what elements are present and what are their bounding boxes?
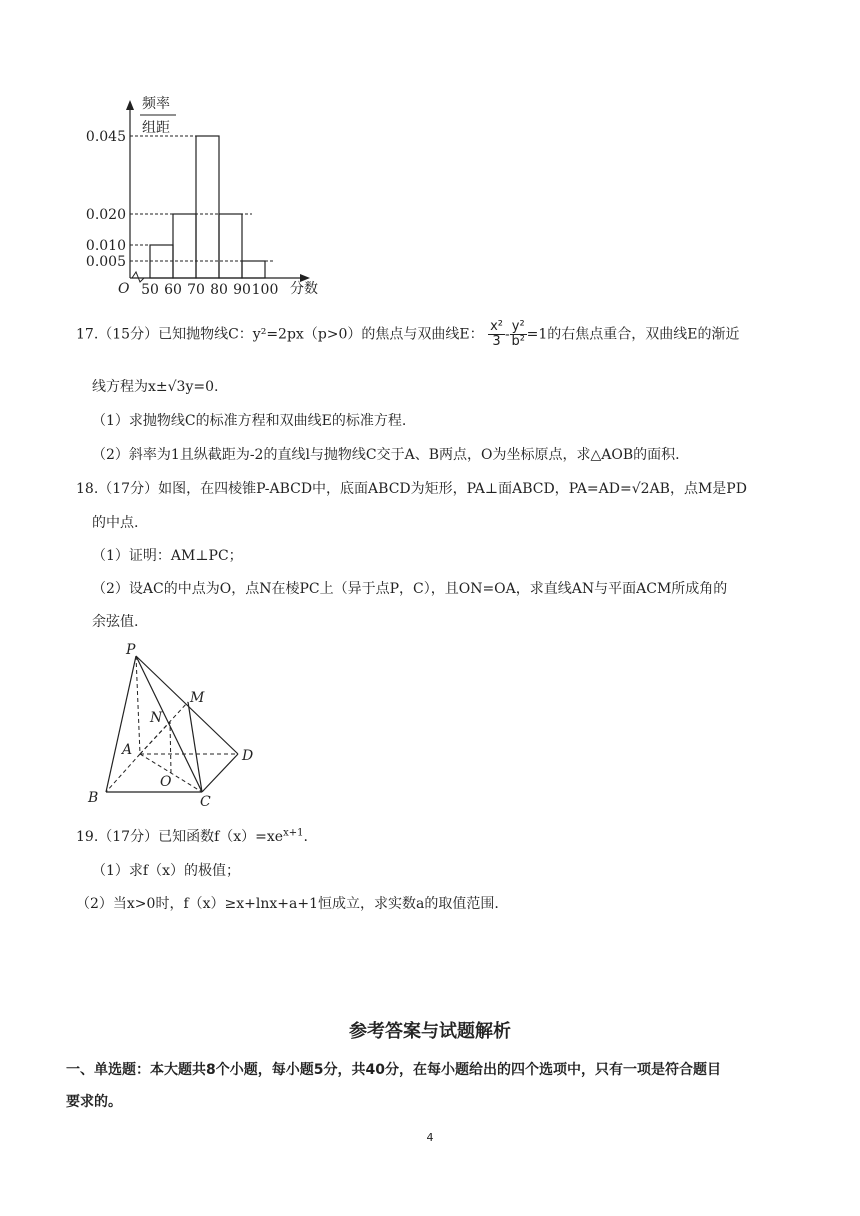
edge-an: [140, 722, 170, 754]
q17-line2-a: 线方程为x±: [92, 379, 168, 395]
edge-cd: [202, 754, 238, 792]
q18-line1-b: ，点M是PD: [669, 481, 747, 497]
edge-pb: [106, 656, 136, 792]
answers-section1-a: 一、单选题：本大题共8个小题，每小题5分，共40分，在每小题给出的四个选项中，只有一项是符合题目: [66, 1062, 721, 1078]
q19-sub1: （1）求f（x）的极值；: [92, 863, 240, 879]
histogram-bar-90-100: [242, 261, 265, 278]
axis-break: [132, 272, 144, 282]
histogram-bar-70-80: [196, 136, 219, 278]
page-number: 4: [426, 1131, 434, 1144]
q17-sub2: （2）斜率为1且纵截距为-2的直线l与抛物线C交于A、B两点，O为坐标原点，求△AOB的面积.: [92, 447, 680, 463]
q19-sub2: （2）当x>0时，f（x）≥x+lnx+a+1恒成立，求实数a的取值范围.: [76, 896, 499, 912]
label-n: N: [150, 710, 163, 726]
x-tick-label-90: 90: [233, 282, 251, 298]
y-tick-label-0.020: 0.020: [85, 207, 126, 223]
q17-part2: 的右焦点重合，双曲线E的渐近: [547, 326, 740, 343]
x-tick-label-60: 60: [164, 282, 182, 298]
answers-section1-b: 要求的。: [66, 1094, 122, 1110]
q17-sub1: （1）求抛物线C的标准方程和双曲线E的标准方程.: [92, 413, 407, 429]
q19-line1-text: 19.（17分）已知函数f（x）=xe: [76, 829, 284, 845]
q18-line1: [76, 478, 747, 498]
q17-head: 17.（15分）已知抛物线: [76, 326, 229, 343]
label-p: P: [126, 642, 136, 658]
y-label-top: 频率: [142, 96, 170, 112]
edge-pa: [136, 656, 140, 754]
edge-ab: [106, 754, 140, 792]
label-b: B: [88, 790, 99, 806]
q18-line2: 的中点.: [92, 515, 139, 531]
label-o: O: [160, 774, 172, 790]
q17-part1: C：y²=2px（p>0）的焦点与双曲线E：: [228, 326, 484, 343]
q17-frac-y: $\frac{\text{y²}}{\text{b²}}$: [511, 319, 525, 349]
q18-sub1: （1）证明：AM⊥PC；: [92, 548, 243, 564]
x-tick-label-70: 70: [187, 282, 205, 298]
y-label-bottom: 组距: [142, 120, 170, 136]
q17-line2-b: y=0.: [185, 379, 219, 395]
histogram-bar-50-60: [150, 245, 173, 278]
q18-sub2b: 余弦值.: [92, 614, 139, 630]
edge-on: [170, 722, 171, 773]
q17-minus: -: [505, 326, 510, 343]
edge-pd: [136, 656, 238, 754]
histogram-bar-60-70: [173, 214, 196, 278]
answers-title: 参考答案与试题解析: [349, 1021, 511, 1042]
q19-line1-end: .: [303, 829, 308, 845]
question-17: [76, 320, 796, 349]
q18-sqrt2: √2: [631, 481, 650, 497]
q19-line1: [76, 826, 308, 846]
q17-frac-x: $\frac{\text{x²}}{3}$: [490, 319, 504, 349]
histogram-bar-80-90: [219, 214, 242, 278]
q17-sqrt3: √3: [167, 379, 186, 395]
x-tick-label-80: 80: [210, 282, 228, 298]
label-c: C: [200, 794, 211, 810]
q18-eq: PA=AD=: [568, 481, 632, 497]
pyramid-figure: [80, 640, 270, 810]
y-tick-label-0.010: 0.010: [85, 238, 126, 254]
q18-line1-a: 18.（17分）如图，在四棱锥P-ABCD中，底面ABCD为矩形，PA⊥面: [76, 481, 513, 497]
q17-line2: [92, 376, 218, 396]
q17-eq1: =1: [526, 326, 548, 343]
label-d: D: [242, 748, 254, 764]
edge-pc: [136, 656, 202, 792]
histogram-chart: [80, 88, 340, 303]
q18-ab: AB: [649, 481, 670, 497]
label-m: M: [190, 690, 205, 706]
x-tick-label-50: 50: [141, 282, 159, 298]
y-tick-label-0.005: 0.005: [85, 254, 126, 270]
q19-exponent: x+1: [283, 827, 304, 839]
y-axis-arrow: [126, 100, 134, 110]
q18-sub2a: （2）设AC的中点为O，点N在棱PC上（异于点P，C），且ON=OA，求直线AN与平面ACM所成角的: [92, 581, 728, 597]
x-axis-label: 分数: [290, 281, 318, 297]
q18-abcd: ABCD，: [512, 481, 569, 497]
label-a: A: [122, 742, 133, 758]
y-tick-label-0.045: 0.045: [85, 129, 126, 145]
x-tick-label-100: 100: [251, 282, 279, 298]
origin-label: O: [118, 281, 130, 297]
